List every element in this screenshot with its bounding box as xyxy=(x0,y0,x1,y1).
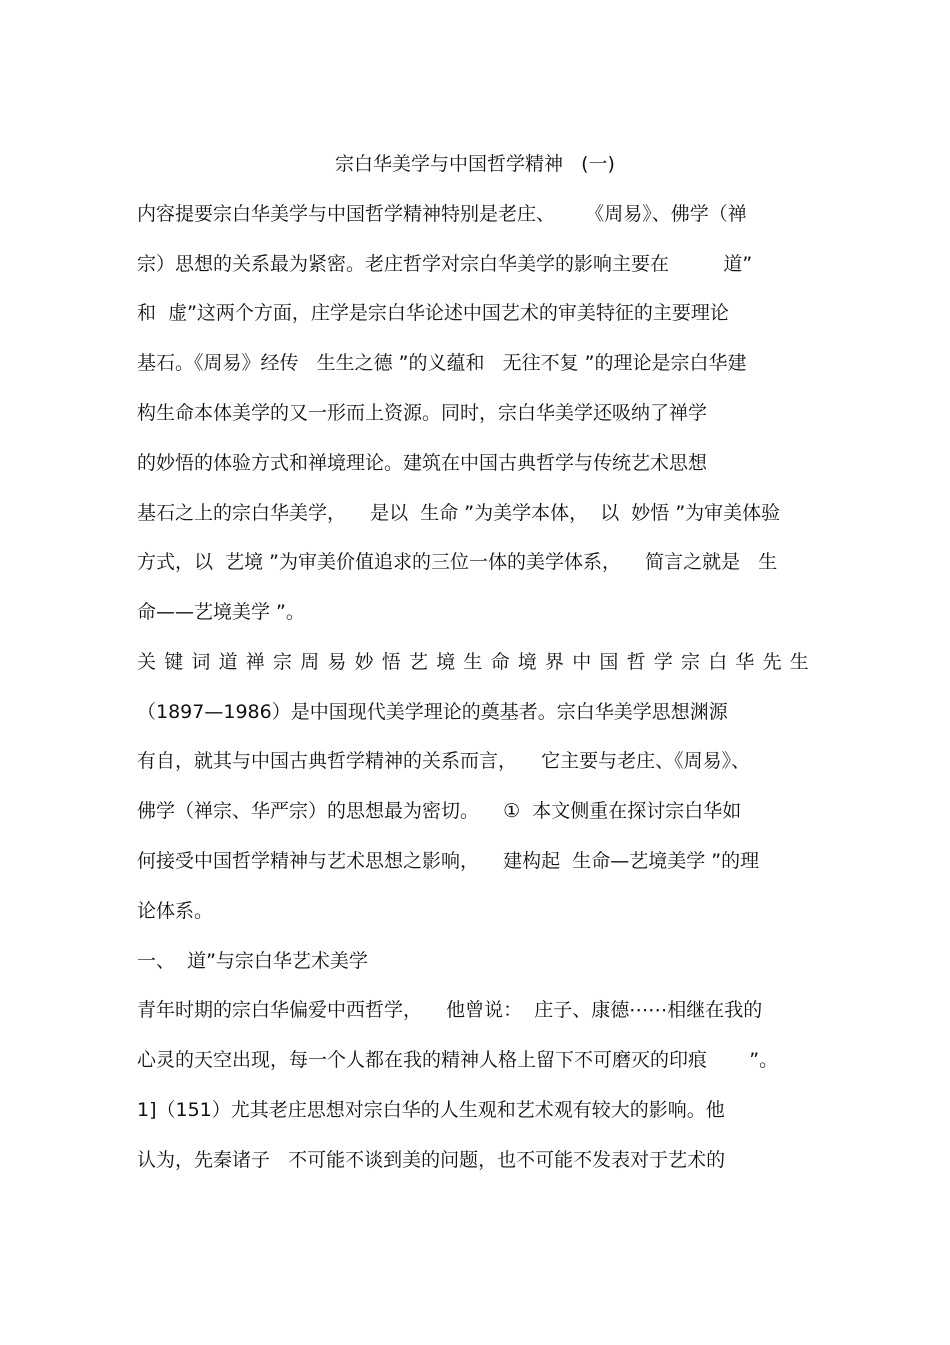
body-line-15: 论体系。 xyxy=(137,900,214,922)
body-line-12: 有自，就其与中国古典哲学精神的关系而言， 它主要与老庄、《周易》、 xyxy=(137,750,751,772)
body-line-18: 心灵的天空出现，每一个人都在我的精神人格上留下不可磨灭的印痕 ”。 xyxy=(137,1049,779,1071)
body-line-14: 何接受中国哲学精神与艺术思想之影响， 建构起 生命—艺境美学 ”的理 xyxy=(137,850,760,872)
body-line-17: 青年时期的宗白华偏爱中西哲学， 他曾说： 庄子、康德⋯⋯相继在我的 xyxy=(137,999,763,1021)
body-line-7: 基石之上的宗白华美学， 是以 生命 ”为美学本体， 以 妙悟 ”为审美体验 xyxy=(137,502,781,524)
body-line-8: 方式，以 艺境 ”为审美价值追求的三位一体的美学体系， 简言之就是 生 xyxy=(137,551,778,573)
body-line-2: 宗）思想的关系最为紧密。老庄哲学对宗白华美学的影响主要在 道” xyxy=(137,253,753,275)
body-line-5: 构生命本体美学的又一形而上资源。同时，宗白华美学还吸纳了禅学 xyxy=(137,402,708,424)
body-line-3: 和 虚”这两个方面，庄学是宗白华论述中国艺术的审美特征的主要理论 xyxy=(137,302,729,324)
body-line-1: 内容提要宗白华美学与中国哲学精神特别是老庄、 《周易》、佛学（禅 xyxy=(137,203,747,225)
body-line-6: 的妙悟的体验方式和禅境理论。建筑在中国古典哲学与传统艺术思想 xyxy=(137,452,708,474)
body-line-11: （1897—1986）是中国现代美学理论的奠基者。宗白华美学思想渊源 xyxy=(137,701,728,723)
section-heading: 一、 道”与宗白华艺术美学 xyxy=(137,950,368,972)
body-line-13: 佛学（禅宗、华严宗）的思想最为密切。 ① 本文侧重在探讨宗白华如 xyxy=(137,800,742,822)
body-line-4: 基石。《周易》经传 生生之德 ”的义蕴和 无往不复 ”的理论是宗白华建 xyxy=(137,352,747,374)
body-line-9: 命——艺境美学 ”。 xyxy=(137,601,305,623)
body-line-20: 认为，先秦诸子 不可能不谈到美的问题，也不可能不发表对于艺术的 xyxy=(137,1149,726,1171)
document-title: 宗白华美学与中国哲学精神 (一) xyxy=(335,153,615,175)
keywords-line: 关键词道禅宗周易妙悟艺境生命境界中国哲学宗白华先生 xyxy=(137,651,818,673)
body-line-19: 1]（151）尤其老庄思想对宗白华的人生观和艺术观有较大的影响。他 xyxy=(137,1099,725,1121)
